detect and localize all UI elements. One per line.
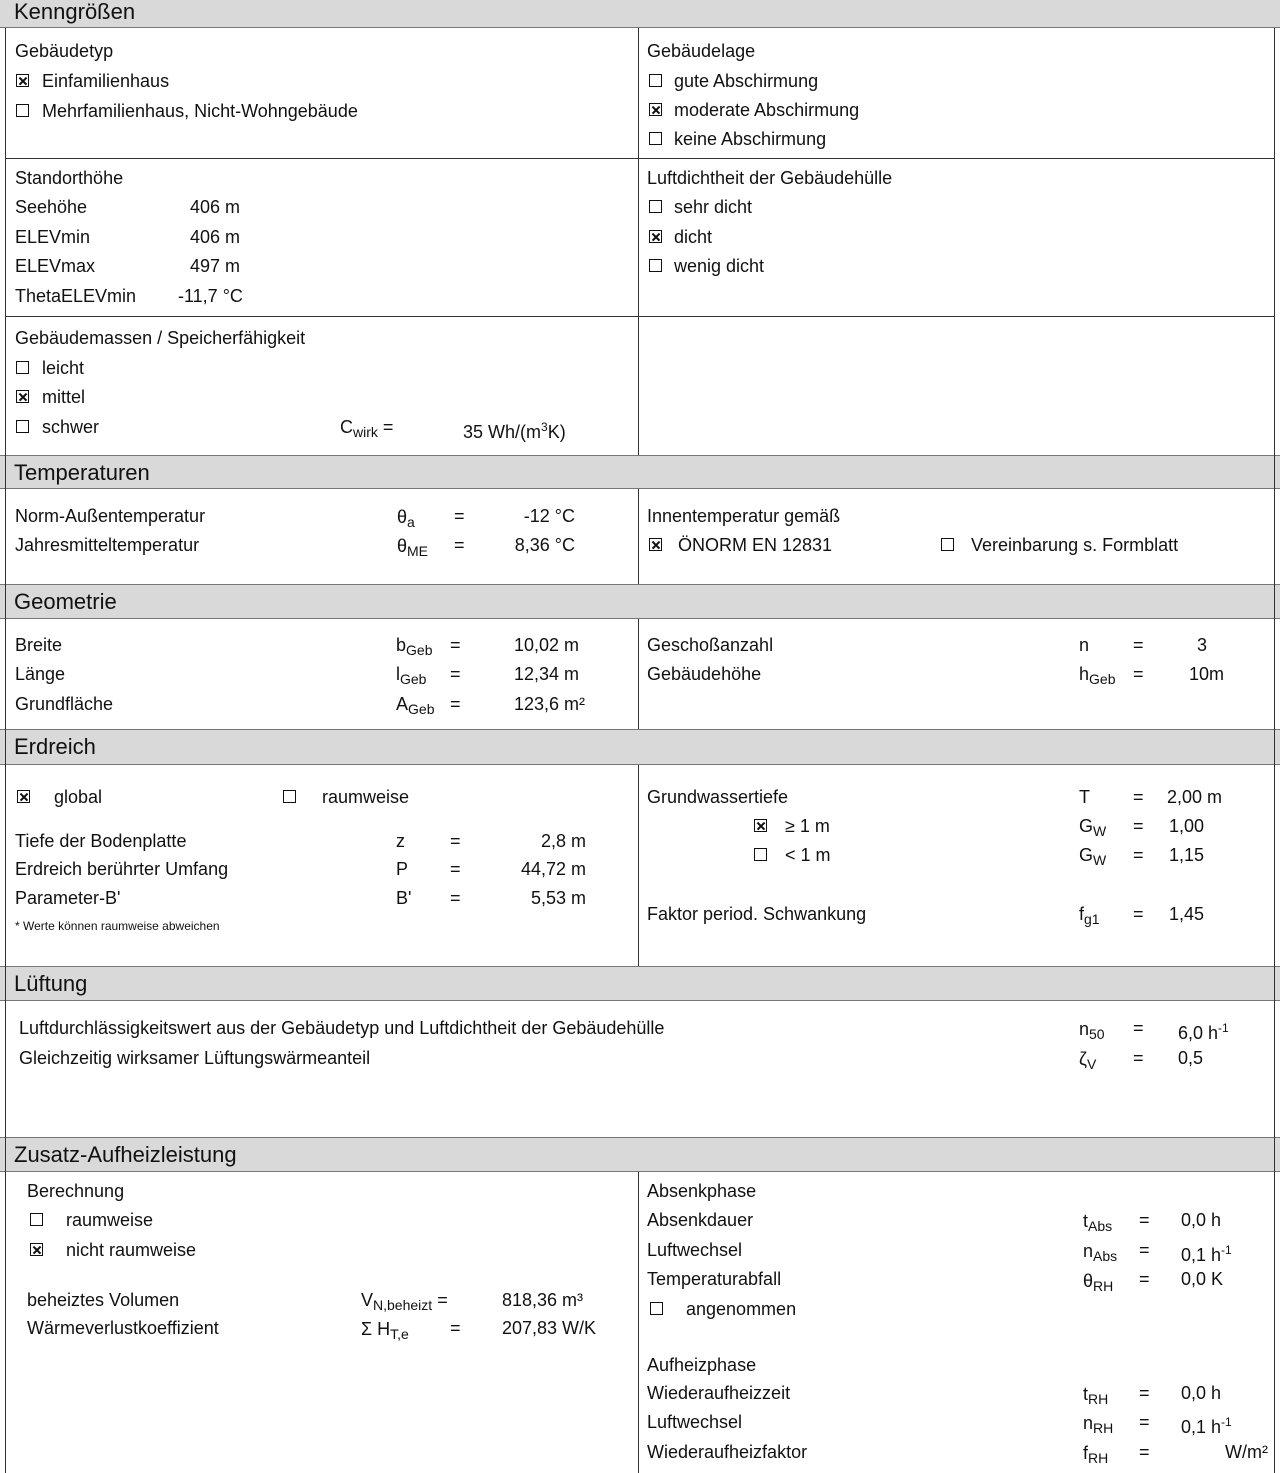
lueft-symbol — [1079, 1018, 1105, 1045]
absenk-value: 0,0 K — [1181, 1269, 1224, 1289]
erd-label: Erdreich berührter Umfang — [15, 859, 229, 879]
option-label: raumweise — [66, 1210, 154, 1230]
option-label: ≥ 1 m — [785, 816, 830, 836]
section-title: Temperaturen — [14, 460, 150, 485]
gebaeudelage-title: Gebäudelage — [647, 41, 756, 61]
option-label: gute Abschirmung — [674, 71, 819, 91]
checkbox-gute-abschirmung[interactable] — [649, 74, 662, 87]
section-header-temperaturen — [0, 455, 1280, 489]
masse-title: Gebäudemassen / Speicherfähigkeit — [15, 328, 306, 348]
gw-eq: = — [1133, 845, 1144, 865]
innen-title: Innentemperatur gemäß — [647, 506, 841, 526]
checkbox-vereinbarung[interactable] — [941, 538, 954, 551]
aufheiz-title: Aufheizphase — [647, 1355, 757, 1375]
sym: θ — [397, 536, 408, 556]
lueft-symbol — [1079, 1048, 1096, 1075]
erd-eq: = — [450, 859, 461, 879]
standort-value: 406 m — [190, 197, 241, 217]
sub: Geb — [408, 701, 435, 717]
gebaeudetyp-title: Gebäudetyp — [15, 41, 114, 61]
absenk-symbol — [1083, 1210, 1112, 1237]
geo-eq: = — [1133, 635, 1144, 655]
sub: RH — [1088, 1391, 1109, 1407]
sym: V — [361, 1290, 374, 1310]
erd-symbol: P — [396, 859, 409, 879]
sym: A — [396, 694, 409, 714]
standort-label: ELEVmax — [15, 256, 96, 276]
checkbox-mittel[interactable] — [16, 390, 29, 403]
aufheiz-label: Wiederaufheizzeit — [647, 1383, 791, 1403]
temp-eq: = — [454, 535, 465, 555]
faktor-label: Faktor period. Schwankung — [647, 904, 867, 924]
checkbox-leicht[interactable] — [16, 361, 29, 374]
erd-label: Tiefe der Bodenplatte — [15, 831, 187, 851]
erd-value: 44,72 m — [520, 859, 586, 879]
checkbox-oenorm[interactable] — [649, 538, 662, 551]
standort-label: ELEVmin — [15, 227, 91, 247]
geo-value: 10m — [1188, 664, 1224, 684]
aufheiz-eq: = — [1139, 1412, 1150, 1432]
absenk-label: Temperaturabfall — [647, 1269, 782, 1289]
gw-eq: = — [1133, 816, 1144, 836]
option-label: < 1 m — [785, 845, 831, 865]
option-label: Vereinbarung s. Formblatt — [971, 535, 1179, 555]
erd-eq: = — [450, 831, 461, 851]
sym: f — [1079, 904, 1085, 924]
erd-symbol: z — [396, 831, 405, 851]
sub: RH — [1093, 1278, 1114, 1294]
sub: W — [1093, 852, 1107, 868]
option-label: schwer — [42, 417, 100, 437]
cwirk-tail: K) — [547, 422, 566, 442]
option-label: dicht — [674, 227, 713, 247]
temp-value: 8,36 °C — [514, 535, 575, 555]
geo-value: 12,34 m — [514, 664, 580, 684]
checkbox-raumweise[interactable] — [283, 790, 296, 803]
option-label: Einfamilienhaus — [42, 71, 170, 91]
checkbox-nicht-raumweise[interactable] — [30, 1243, 43, 1256]
column-divider — [638, 765, 639, 966]
temp-value: -12 °C — [523, 506, 575, 526]
geo-symbol — [396, 693, 434, 720]
absenk-value — [1181, 1239, 1232, 1266]
erd-value: 2,8 m — [540, 831, 586, 851]
checkbox-wenig-dicht[interactable] — [649, 259, 662, 272]
geo-symbol: n — [1079, 635, 1090, 655]
sym: θ — [397, 507, 408, 527]
column-divider — [638, 1172, 639, 1473]
geo-label: Breite — [15, 635, 63, 655]
checkbox-keine-abschirmung[interactable] — [649, 132, 662, 145]
cwirk-sym: C — [340, 417, 353, 437]
sub: N,beheizt — [373, 1297, 433, 1313]
sup: -1 — [1221, 1415, 1232, 1429]
vol-symbol — [361, 1289, 448, 1316]
option-label: wenig dicht — [674, 256, 765, 276]
checkbox-gw-ge-1m[interactable] — [754, 819, 767, 832]
standort-value: 497 m — [190, 256, 241, 276]
gw-symbol: T — [1079, 787, 1090, 807]
vol-value: 818,36 m³ — [502, 1290, 584, 1310]
checkbox-sehr-dicht[interactable] — [649, 200, 662, 213]
sub: T,e — [390, 1326, 409, 1342]
aufheiz-eq: = — [1139, 1383, 1150, 1403]
geo-label: Länge — [15, 664, 66, 684]
section-title: Kenngrößen — [14, 0, 136, 24]
option-label: moderate Abschirmung — [674, 100, 860, 120]
section-title: Geometrie — [14, 589, 117, 614]
gw-title: Grundwassertiefe — [647, 787, 789, 807]
checkbox-einfamilienhaus[interactable] — [16, 74, 29, 87]
absenk-eq: = — [1139, 1269, 1150, 1289]
gw-value: 1,00 — [1169, 816, 1205, 836]
standort-label: ThetaELEVmin — [15, 286, 137, 306]
sym: G — [1079, 816, 1094, 836]
lueft-label: Gleichzeitig wirksamer Lüftungswärmeanteil — [19, 1048, 371, 1068]
vol-label: beheiztes Volumen — [27, 1290, 180, 1310]
temp-label: Norm-Außentemperatur — [15, 506, 206, 526]
sym: ζ — [1079, 1049, 1087, 1069]
ber-title: Berechnung — [27, 1181, 125, 1201]
aufheiz-symbol — [1083, 1442, 1108, 1469]
sym: b — [396, 635, 407, 655]
aufheiz-eq: = — [1139, 1442, 1150, 1462]
sub: Abs — [1088, 1218, 1113, 1234]
sub: Geb — [400, 671, 427, 687]
geo-eq: = — [450, 635, 461, 655]
absenk-title: Absenkphase — [647, 1181, 757, 1201]
wvk-value: 207,83 W/K — [502, 1318, 597, 1338]
sym: G — [1079, 845, 1094, 865]
table-border-left — [5, 28, 6, 1473]
lueft-label: Luftdurchlässigkeitswert aus der Gebäudetyp und Luftdichtheit der Gebäudehülle — [19, 1018, 665, 1038]
geo-eq: = — [450, 694, 461, 714]
sub: Geb — [1089, 671, 1116, 687]
sub: RH — [1093, 1420, 1114, 1436]
option-label: angenommen — [686, 1299, 797, 1319]
geo-symbol — [396, 634, 432, 661]
option-label: keine Abschirmung — [674, 129, 827, 149]
section-title: Erdreich — [14, 734, 96, 759]
sym: h — [1079, 664, 1090, 684]
geo-label: Gebäudehöhe — [647, 664, 762, 684]
checkbox-mehrfamilienhaus[interactable] — [16, 104, 29, 117]
sub: RH — [1088, 1450, 1109, 1466]
standort-value: -11,7 °C — [178, 286, 243, 306]
aufheiz-label: Wiederaufheizfaktor — [647, 1442, 808, 1462]
checkbox-gw-lt-1m[interactable] — [754, 848, 767, 861]
cwirk-value-main: 35 Wh/(m — [463, 422, 542, 442]
sym: f — [1083, 1443, 1089, 1463]
eq: = — [437, 1290, 448, 1310]
option-label: nicht raumweise — [66, 1240, 197, 1260]
checkbox-zusatz-raumweise[interactable] — [30, 1213, 43, 1226]
checkbox-angenommen[interactable] — [650, 1302, 663, 1315]
geo-label: Geschoßanzahl — [647, 635, 774, 655]
option-label: ÖNORM EN 12831 — [678, 535, 833, 555]
option-label: global — [54, 787, 103, 807]
sym: l — [396, 664, 400, 684]
sup: -1 — [1218, 1021, 1229, 1035]
cwirk-eq: = — [382, 417, 394, 437]
wvk-symbol — [361, 1318, 409, 1345]
aufheiz-value — [1181, 1411, 1232, 1438]
absenk-label: Absenkdauer — [647, 1210, 754, 1230]
erd-eq: = — [450, 888, 461, 908]
column-divider — [638, 619, 639, 729]
erd-value: 5,53 m — [530, 888, 586, 908]
aufheiz-label: Luftwechsel — [647, 1412, 743, 1432]
table-border-right — [1274, 28, 1275, 1473]
sub: W — [1093, 823, 1107, 839]
checkbox-global[interactable] — [17, 790, 30, 803]
erd-label: Parameter-B' — [15, 888, 121, 908]
sub: Abs — [1093, 1248, 1118, 1264]
geo-label: Grundfläche — [15, 694, 114, 714]
row-divider — [5, 316, 1275, 317]
wvk-label: Wärmeverlustkoeffizient — [27, 1318, 219, 1338]
sym: t — [1083, 1211, 1089, 1231]
geo-value: 10,02 m — [514, 635, 580, 655]
sym: n — [1083, 1413, 1094, 1433]
section-header-kenngroessen — [0, 0, 1280, 28]
option-label: Mehrfamilienhaus, Nicht-Wohngebäude — [42, 101, 358, 121]
temp-label: Jahresmitteltemperatur — [15, 535, 200, 555]
sub: 50 — [1089, 1026, 1105, 1042]
absenk-symbol — [1083, 1270, 1113, 1297]
aufheiz-symbol — [1083, 1383, 1108, 1410]
cwirk-sub: wirk — [353, 424, 378, 440]
cwirk-symbol — [340, 416, 393, 443]
faktor-value: 1,45 — [1169, 904, 1205, 924]
standort-label: Seehöhe — [15, 197, 88, 217]
checkbox-dicht[interactable] — [649, 230, 662, 243]
cwirk-value — [463, 416, 566, 443]
geo-eq: = — [1133, 664, 1144, 684]
val: 0,1 h — [1181, 1245, 1222, 1265]
sym: t — [1083, 1384, 1089, 1404]
erd-footnote: * Werte können raumweise abweichen — [15, 919, 220, 933]
sub: g1 — [1084, 911, 1100, 927]
section-header-geometrie — [0, 584, 1280, 619]
section-header-zusatz — [0, 1137, 1280, 1172]
checkbox-moderate-abschirmung[interactable] — [649, 103, 662, 116]
lueft-eq: = — [1133, 1048, 1144, 1068]
lueft-eq: = — [1133, 1018, 1144, 1038]
section-title: Lüftung — [14, 971, 88, 996]
sub: ME — [407, 543, 429, 559]
sup: -1 — [1221, 1243, 1232, 1257]
absenk-value: 0,0 h — [1181, 1210, 1222, 1230]
absenk-eq: = — [1139, 1210, 1150, 1230]
geo-eq: = — [450, 664, 461, 684]
geo-symbol — [396, 663, 426, 690]
gw-symbol — [1079, 844, 1106, 871]
val: 6,0 h — [1178, 1023, 1219, 1043]
temp-eq: = — [454, 506, 465, 526]
geo-symbol — [1079, 663, 1115, 690]
sub: Geb — [406, 642, 433, 658]
standort-title: Standorthöhe — [15, 168, 124, 188]
faktor-eq: = — [1133, 904, 1144, 924]
val: 0,1 h — [1181, 1417, 1222, 1437]
faktor-symbol — [1079, 903, 1100, 930]
sub: V — [1086, 1056, 1097, 1072]
lueft-value — [1178, 1017, 1229, 1044]
sym: n — [1083, 1241, 1094, 1261]
row-divider — [5, 158, 1275, 159]
sym: n — [1079, 1019, 1090, 1039]
absenk-label: Luftwechsel — [647, 1240, 743, 1260]
option-label: mittel — [42, 387, 86, 407]
section-header-erdreich — [0, 729, 1280, 765]
temp-symbol — [397, 506, 415, 533]
option-label: raumweise — [322, 787, 410, 807]
standort-value: 406 m — [190, 227, 241, 247]
section-header-lueftung — [0, 966, 1280, 1001]
option-label: sehr dicht — [674, 197, 753, 217]
gw-symbol — [1079, 815, 1106, 842]
geo-value: 3 — [1196, 635, 1207, 655]
erd-symbol: B' — [396, 888, 412, 908]
sub: a — [407, 514, 415, 530]
gw-value: 1,15 — [1169, 845, 1205, 865]
aufheiz-symbol — [1083, 1412, 1113, 1439]
temp-symbol — [397, 535, 428, 562]
section-title: Zusatz-Aufheizleistung — [14, 1142, 237, 1167]
lueft-value: 0,5 — [1178, 1048, 1204, 1068]
gw-value: 2,00 m — [1167, 787, 1223, 807]
checkbox-schwer[interactable] — [16, 420, 29, 433]
geo-value: 123,6 m² — [514, 694, 586, 714]
absenk-symbol — [1083, 1240, 1117, 1267]
column-divider — [638, 28, 639, 455]
column-divider — [638, 489, 639, 584]
gw-eq: = — [1133, 787, 1144, 807]
sym: Σ H — [361, 1319, 391, 1339]
sym: θ — [1083, 1271, 1094, 1291]
luftdichtheit-title: Luftdichtheit der Gebäudehülle — [647, 168, 893, 188]
option-label: leicht — [42, 358, 85, 378]
cwirk-sup: 3 — [541, 420, 548, 434]
absenk-eq: = — [1139, 1240, 1150, 1260]
aufheiz-value: W/m² — [1225, 1442, 1268, 1462]
aufheiz-value: 0,0 h — [1181, 1383, 1222, 1403]
wvk-eq: = — [450, 1318, 461, 1338]
